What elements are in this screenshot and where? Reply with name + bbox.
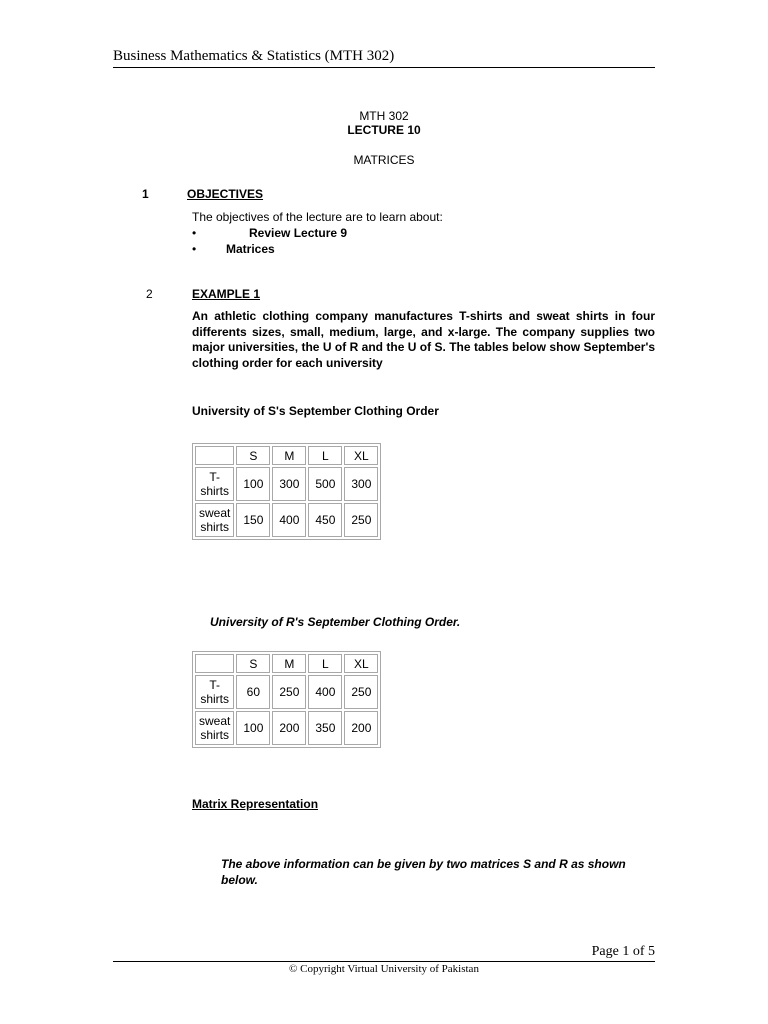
table-cell: 200	[344, 711, 378, 745]
table-header-cell: M	[272, 654, 306, 673]
row-label: T-shirts	[195, 467, 234, 501]
example-text: An athletic clothing company manufactures T-shirts and sweat shirts in four differents sizes, small, medium, large, and x-large. The company supplies two major universities, the U of R and the U of S. The tables below show September's clothing order for each university	[192, 309, 655, 370]
table-cell: 100	[236, 467, 270, 501]
clothing-order-table-s	[192, 443, 381, 540]
table-header-cell	[195, 446, 234, 465]
table-caption: University of R's September Clothing Order.	[210, 615, 461, 629]
table-header-cell: XL	[344, 654, 378, 673]
table-header-cell: S	[236, 654, 270, 673]
table-cell: 150	[236, 503, 270, 537]
row-label: sweat shirts	[195, 711, 234, 745]
section-title: OBJECTIVES	[187, 187, 264, 201]
row-label: sweat shirts	[195, 503, 234, 537]
table-cell: 450	[308, 503, 342, 537]
course-code: MTH 302	[359, 109, 409, 123]
table-header-row	[195, 654, 378, 673]
running-header: Business Mathematics & Statistics (MTH 302)	[113, 48, 395, 64]
bullet-icon: •	[192, 226, 197, 240]
table-cell: 250	[344, 675, 378, 709]
bullet-text: Matrices	[226, 242, 275, 256]
matrix-representation-title: Matrix Representation	[192, 797, 319, 811]
table-cell: 500	[308, 467, 342, 501]
table-row	[195, 711, 378, 745]
table-cell: 400	[272, 503, 306, 537]
table-row	[195, 675, 378, 709]
table-header-cell: L	[308, 446, 342, 465]
table-header-cell: L	[308, 654, 342, 673]
table-header-cell: S	[236, 446, 270, 465]
header-rule	[113, 67, 655, 68]
matrix-note: The above information can be given by two matrices S and R as shown below.	[221, 857, 626, 887]
table-cell: 250	[272, 675, 306, 709]
objectives-intro: The objectives of the lecture are to learn about:	[192, 210, 443, 224]
lecture-topic: MATRICES	[353, 153, 415, 167]
section-title: EXAMPLE 1	[192, 287, 261, 301]
table-cell: 300	[272, 467, 306, 501]
clothing-order-table-r	[192, 651, 381, 748]
table-cell: 100	[236, 711, 270, 745]
table-cell: 350	[308, 711, 342, 745]
lecture-number: LECTURE 10	[347, 123, 421, 137]
table-cell: 60	[236, 675, 270, 709]
table-header-cell: M	[272, 446, 306, 465]
table-caption: University of S's September Clothing Order	[192, 404, 439, 418]
copyright-notice: © Copyright Virtual University of Pakistan	[289, 963, 479, 975]
table-cell: 300	[344, 467, 378, 501]
footer-rule	[113, 961, 655, 962]
table-cell: 400	[308, 675, 342, 709]
table-row	[195, 503, 378, 537]
bullet-icon: •	[192, 242, 197, 256]
table-row	[195, 467, 378, 501]
table-header-cell	[195, 654, 234, 673]
section-number: 1	[142, 187, 149, 201]
page-number: Page 1 of 5	[591, 944, 655, 959]
table-cell: 250	[344, 503, 378, 537]
section-number: 2	[146, 287, 153, 301]
table-header-cell: XL	[344, 446, 378, 465]
table-header-row	[195, 446, 378, 465]
bullet-text: Review Lecture 9	[249, 226, 348, 240]
table-cell: 200	[272, 711, 306, 745]
row-label: T-shirts	[195, 675, 234, 709]
